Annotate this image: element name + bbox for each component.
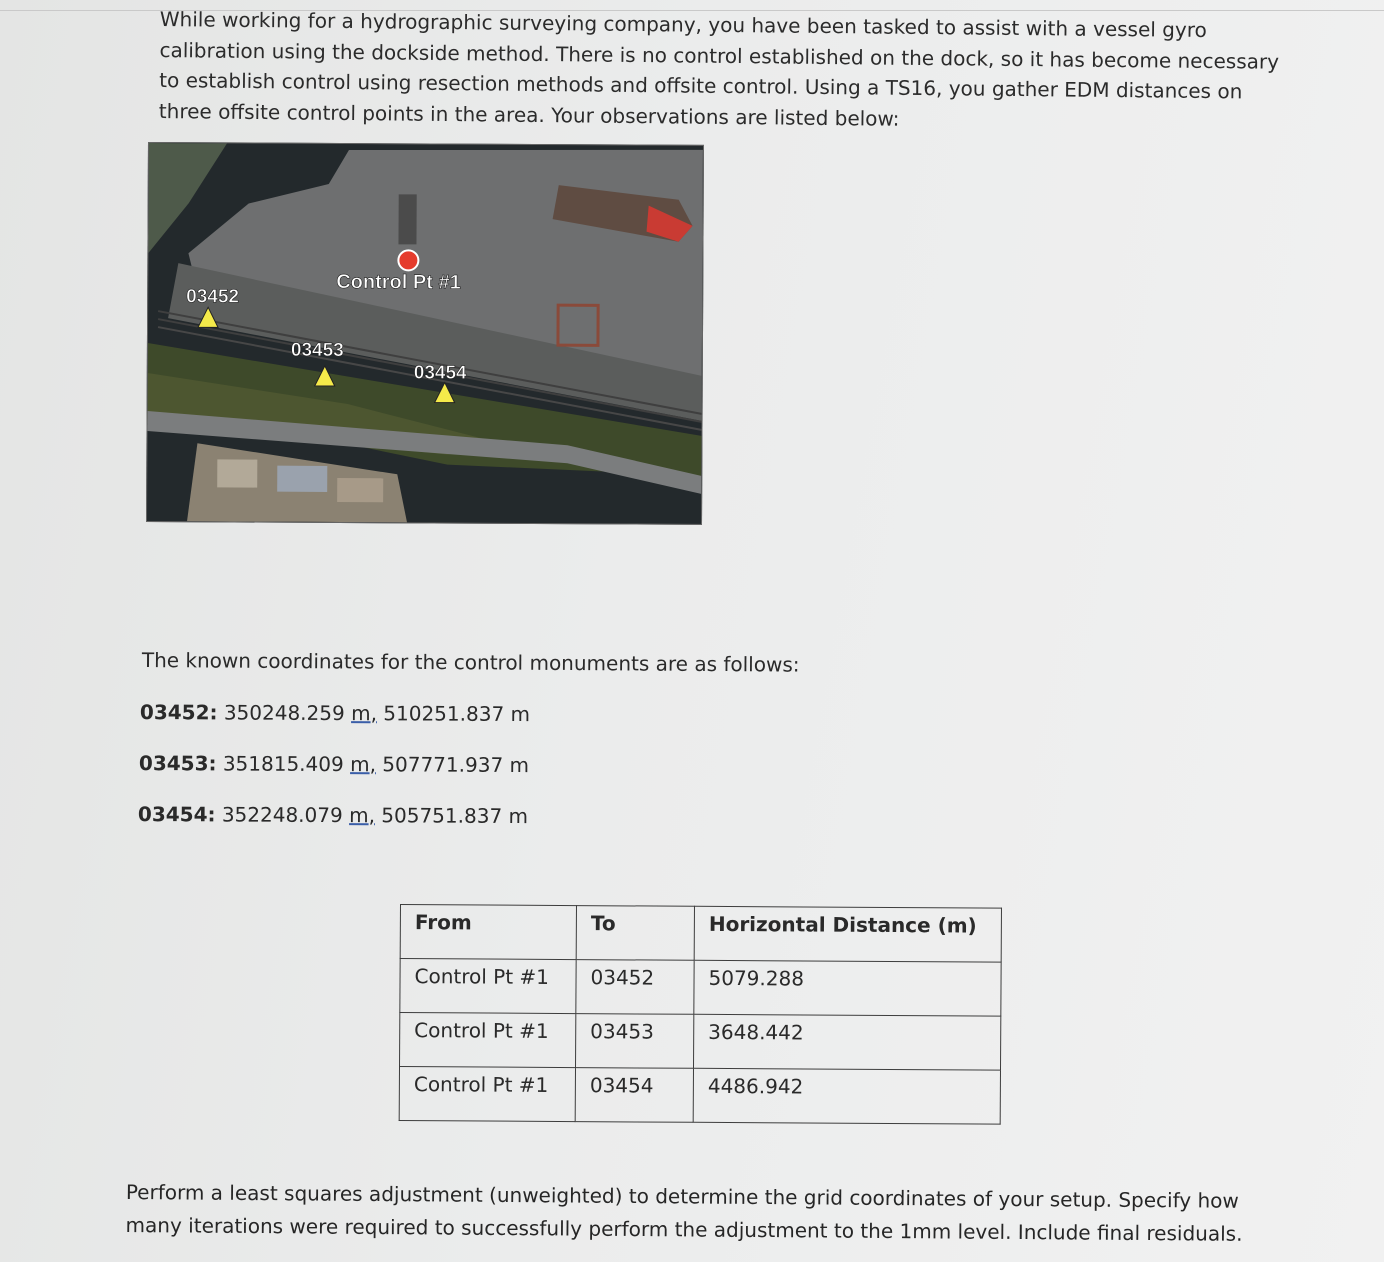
monument-03453-label: 03453 [290, 339, 344, 362]
separator: , [369, 752, 377, 777]
monument-03454-label: 03454 [413, 362, 467, 384]
control-point-marker [398, 250, 418, 270]
header-horizontal-distance: Horizontal Distance (m) [694, 906, 1001, 962]
unit-underlined: m [351, 701, 371, 726]
northing: 510251.837 m [383, 701, 531, 727]
cell-from: Control Pt #1 [400, 959, 576, 1014]
easting: 351815.409 [222, 751, 344, 777]
easting: 352248.079 [221, 802, 343, 828]
dock-structure [398, 194, 416, 244]
building [277, 466, 327, 492]
building [217, 459, 257, 487]
control-point-label: Control Pt #1 [336, 270, 461, 294]
building [337, 478, 383, 502]
header-to: To [576, 906, 694, 961]
coordinate-line-03452 [140, 700, 530, 726]
coordinate-line-03454 [138, 802, 528, 828]
monument-03452-label: 03452 [186, 286, 240, 308]
cell-from: Control Pt #1 [399, 1067, 575, 1122]
easting: 350248.259 [223, 700, 345, 726]
observations-table [399, 904, 1002, 1125]
cell-to: 03454 [575, 1068, 693, 1123]
cell-to: 03453 [576, 1014, 694, 1069]
header-from: From [400, 905, 576, 960]
cell-distance: 4486.942 [693, 1068, 1000, 1124]
cell-from: Control Pt #1 [400, 1013, 576, 1068]
northing: 505751.837 m [381, 803, 529, 829]
northing: 507771.937 m [382, 752, 530, 778]
task-instructions: Perform a least squares adjustment (unweighted) to determine the grid coordinates of your setup. Specify how many iterations were required to successfully perform the adjustment to the 1mm level. Include final residuals. [125, 1179, 1243, 1246]
known-coordinates-heading: The known coordinates for the control monuments are as follows: [141, 648, 800, 677]
table-row [399, 1067, 1000, 1125]
unit-underlined: m [350, 752, 370, 777]
cell-distance: 3648.442 [694, 1014, 1001, 1070]
monument-id: 03452: [139, 700, 218, 725]
coordinate-line-03453 [139, 751, 529, 777]
monument-id: 03453: [138, 751, 217, 776]
separator: , [370, 701, 378, 726]
table-row [400, 959, 1001, 1017]
table-row [400, 1013, 1001, 1071]
monument-id: 03454: [137, 802, 216, 827]
cell-to: 03452 [576, 960, 694, 1015]
intro-paragraph: While working for a hydrographic surveying company, you have been tasked to assist with a vessel gyro calibration using the dockside method. There is no control established on the dock, so it has become necessary to establish control using resection methods and offsite control. Using a TS16, you gather EDM distances on three offsite control points in the area. Your observations are listed below: [158, 6, 1280, 131]
cell-distance: 5079.288 [694, 960, 1001, 1016]
unit-underlined: m [349, 803, 369, 828]
separator: , [368, 803, 376, 828]
aerial-map [146, 142, 704, 525]
table-header-row [400, 905, 1001, 963]
